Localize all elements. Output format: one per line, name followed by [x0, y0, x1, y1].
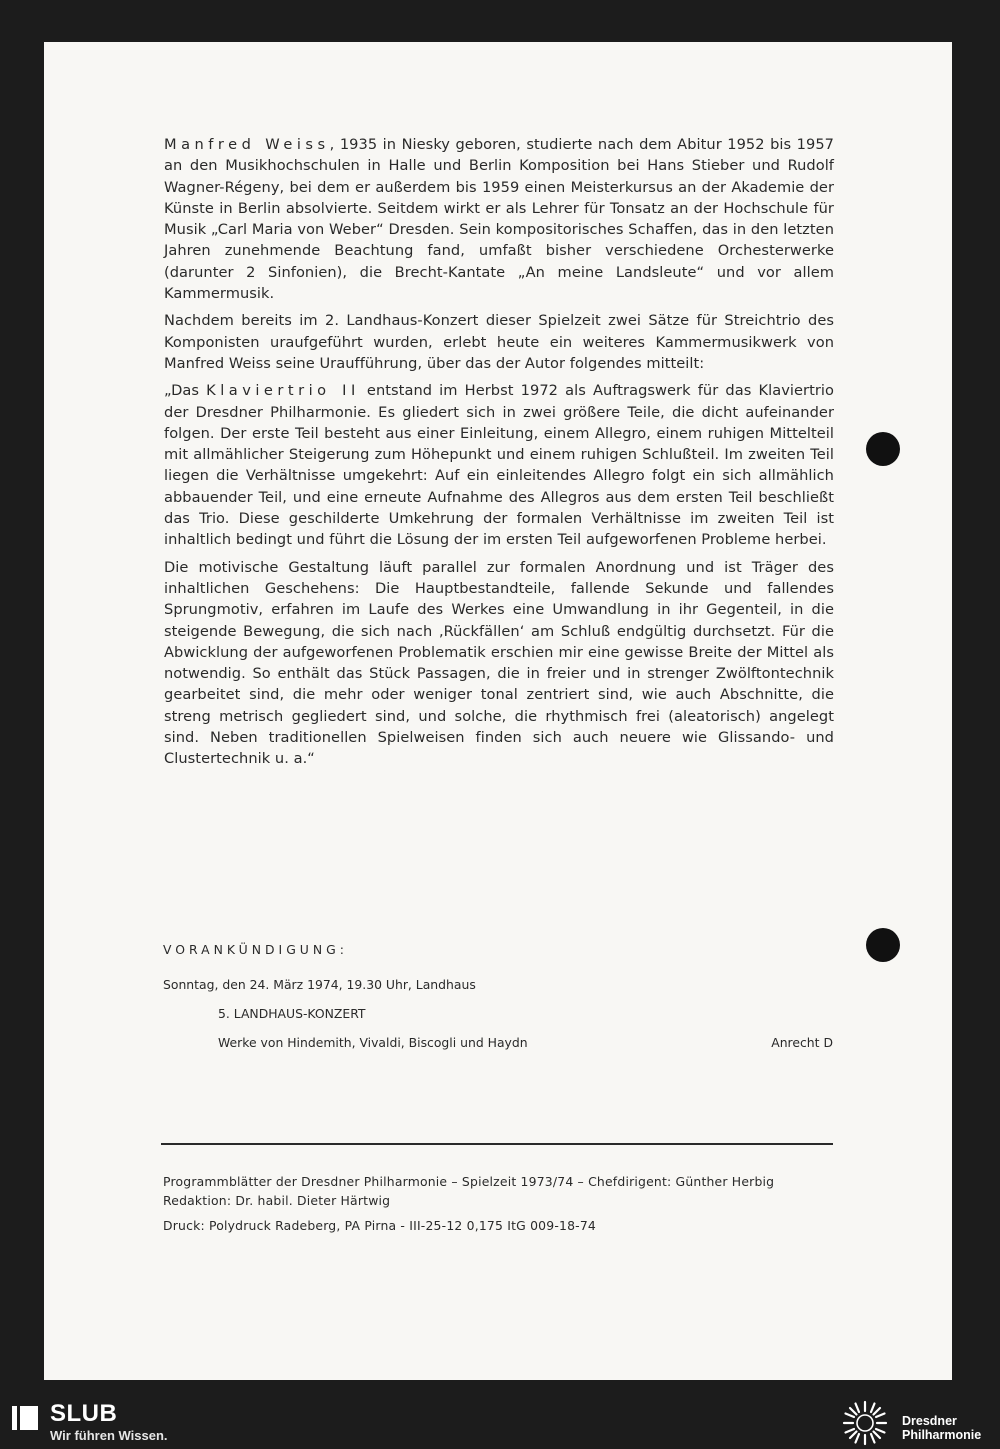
punch-hole	[866, 928, 900, 962]
concert-works: Werke von Hindemith, Vivaldi, Biscogli und Haydn	[218, 1035, 528, 1050]
announcement-heading: VORANKÜNDIGUNG:	[163, 942, 348, 957]
subscription-label: Anrecht D	[771, 1035, 833, 1050]
work-title: Klaviertrio II	[206, 382, 360, 400]
document-page	[44, 42, 952, 1380]
concert-details	[163, 1035, 833, 1050]
concert-date: Sonntag, den 24. März 1974, 19.30 Uhr, Landhaus	[163, 977, 476, 992]
slub-logo-icon	[12, 1406, 38, 1430]
intro-paragraph: Nachdem bereits im 2. Landhaus-Konzert dieser Spielzeit zwei Sätze für Streichtrio des Komponisten uraufgeführt wurden, erlebt heute ein weiteres Kammermusikwerk von Manfred Weiss seine Uraufführung, über das der Autor folgendes mitteilt:	[164, 312, 834, 372]
punch-hole	[866, 432, 900, 466]
concert-title: 5. LANDHAUS-KONZERT	[218, 1006, 366, 1021]
announcement	[163, 942, 833, 1050]
divider	[161, 1143, 833, 1145]
slub-tagline: Wir führen Wissen.	[50, 1428, 168, 1443]
slub-name: SLUB	[50, 1400, 118, 1427]
imprint-line-2: Redaktion: Dr. habil. Dieter Härtwig	[163, 1193, 391, 1208]
orchestra-name: Dresdner Philharmonie	[902, 1414, 982, 1442]
composer-bio: Manfred Weiss, 1935 in Niesky geboren, studierte nach dem Abitur 1952 bis 1957 an den Musikhochschulen in Halle und Berlin Komposition bei Hans Stieber und Rudolf Wagner-Régeny, bei dem er außerdem bis 1959 einen Meisterkursus an der Akademie der Künste in Berlin absolvierte. Seitdem wirkt er als Lehrer für Tonsatz an der Hochschule für Musik „Carl Maria von Weber“ Dresden. Sein kompositorisches Schaffen, das in den letzten Jahren zunehmende Beachtung fand, umfaßt bisher verschiedene Orchesterwerke (darunter 2 Sinfonien), die Brecht-Kantate „An meine Landsleute“ und vor allem Kammermusik.	[164, 136, 835, 303]
dresdner-philharmonie-logo-icon	[842, 1400, 888, 1446]
imprint	[163, 1172, 843, 1235]
imprint-line-1: Programmblätter der Dresdner Philharmonie – Spielzeit 1973/74 – Chefdirigent: Günther Herbig	[163, 1174, 775, 1189]
composer-quote-2: Die motivische Gestaltung läuft parallel zur formalen Anordnung und ist Träger des inhaltlichen Geschehens: Die Hauptbestandteile, fallende Sekunde und fallendes Sprungmotiv, erfahren im Laufe des Werkes eine Umwandlung in ihr Gegenteil, in die steigende Bewegung, die sich nach ‚Rückfällen‘ am Schluß endgültig durchsetzt. Für die Abwicklung der aufgeworfenen Problematik erschien mir eine gewisse Breite der Mittel als notwendig. So enthält das Stück Passagen, die in freier und in strenger Zwölftontechnik gearbeitet sind, die mehr oder weniger tonal zentriert sind, wie auch Abschnitte, die streng metrisch gegliedert sind, und solche, die rhythmisch frei (aleatorisch) angelegt sind. Neben traditionellen Spielweisen finden sich auch neuere wie Glissando- und Clustertechnik u. a.“	[164, 558, 834, 768]
program-text	[164, 134, 834, 776]
composer-name: Manfred Weiss	[164, 136, 330, 153]
composer-quote-1: „Das Klaviertrio II entstand im Herbst 1972 als Auftragswerk für das Klaviertrio der Dresdner Philharmonie. Es gliedert sich in zwei größere Teile, die dicht aufeinander folgen. Der erste Teil besteht aus einer Einleitung, einem Allegro, einem ruhigen Mittelteil mit allmählicher Steigerung zum Höhepunkt und einem ruhigen Schlußteil. Im zweiten Teil liegen die Verhältnisse umgekehrt: Auf ein einleitendes Allegro folgt ein sich allmählich abbauender Teil, und eine erneute Aufnahme des Allegros aus dem ersten Teil beschließt das Trio. Diese geschilderte Umkehrung der formalen Verhältnisse im zweiten Teil ist inhaltlich bedingt und führt die Lösung der im ersten Teil aufgeworfenen Probleme herbei.	[164, 382, 834, 549]
imprint-line-3: Druck: Polydruck Radeberg, PA Pirna - III-25-12 0,175 ItG 009-18-74	[163, 1218, 597, 1233]
